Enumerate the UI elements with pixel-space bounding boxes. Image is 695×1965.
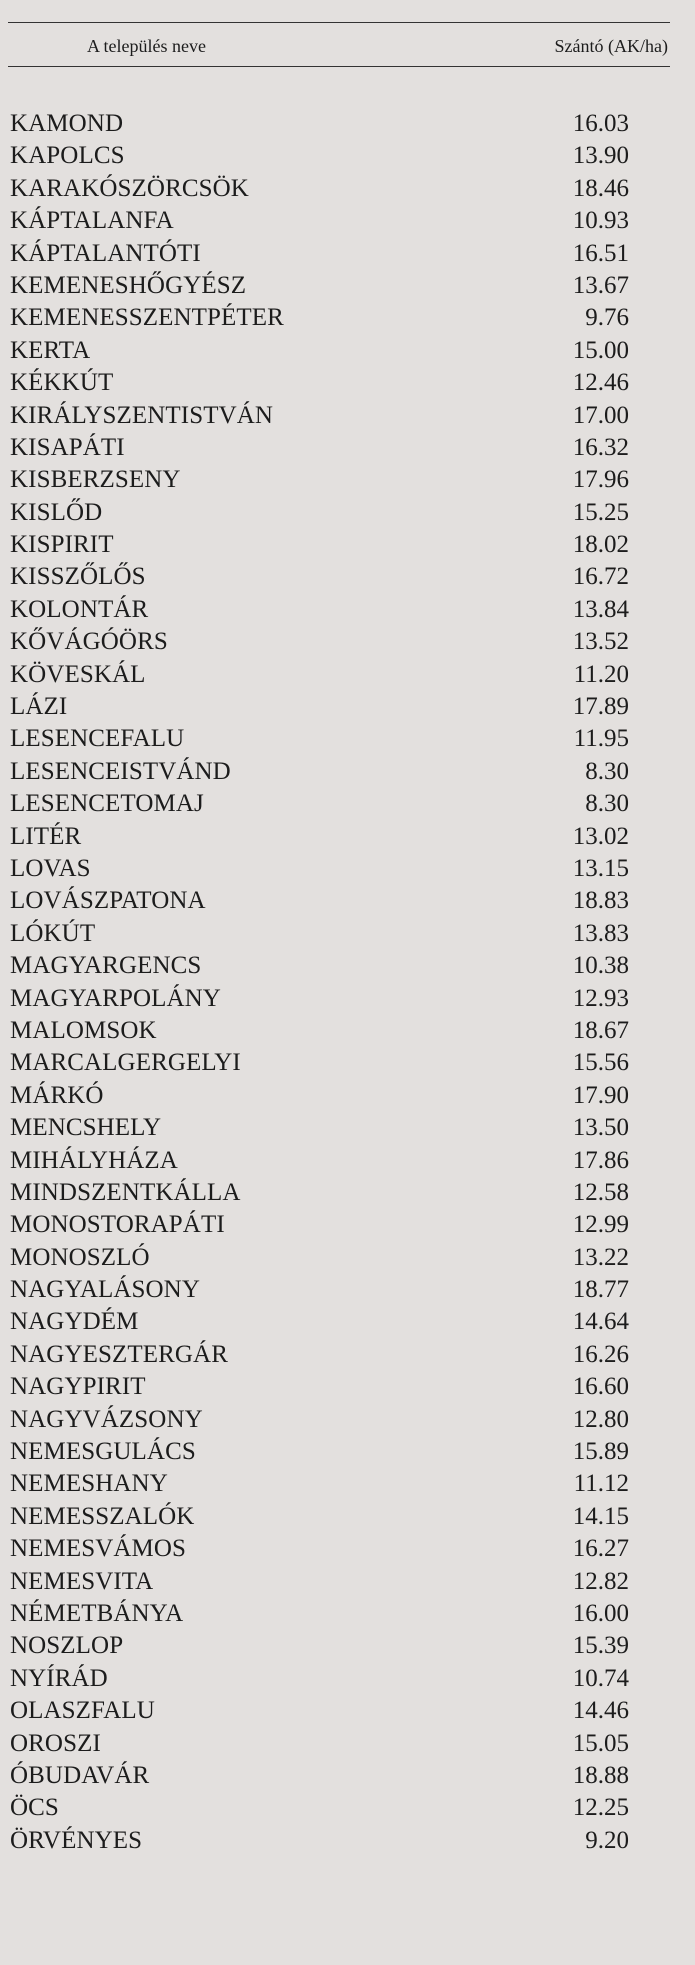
settlement-name: MONOSZLÓ xyxy=(10,1243,150,1271)
table-row xyxy=(0,335,695,367)
table-row xyxy=(0,1598,695,1630)
arable-value: 13.90 xyxy=(572,142,629,170)
table-row xyxy=(0,1825,695,1857)
arable-value: 16.27 xyxy=(572,1535,629,1563)
arable-value: 18.88 xyxy=(572,1761,629,1789)
settlement-name: LESENCEFALU xyxy=(10,725,185,753)
settlement-name: KÁPTALANTÓTI xyxy=(10,239,201,267)
settlement-name: KISSZŐLŐS xyxy=(10,563,146,591)
settlement-name: ÖCS xyxy=(10,1794,59,1822)
arable-value: 18.67 xyxy=(572,1016,629,1044)
table-row xyxy=(0,1242,695,1274)
arable-value: 18.77 xyxy=(572,1276,629,1304)
settlement-name: LÓKÚT xyxy=(10,919,96,947)
arable-value: 16.26 xyxy=(572,1340,629,1368)
top-rule xyxy=(8,22,670,23)
table-row xyxy=(0,1468,695,1500)
settlement-name: NEMESSZALÓK xyxy=(10,1502,195,1530)
table-row xyxy=(0,821,695,853)
arable-value: 11.95 xyxy=(573,725,629,753)
settlement-name: OLASZFALU xyxy=(10,1697,155,1725)
arable-value: 10.38 xyxy=(572,952,629,980)
table-row xyxy=(0,950,695,982)
arable-value: 10.74 xyxy=(572,1664,629,1692)
table-row xyxy=(0,1436,695,1468)
arable-value: 15.89 xyxy=(572,1438,629,1466)
arable-value: 15.05 xyxy=(572,1729,629,1757)
settlement-name: KAMOND xyxy=(10,110,124,137)
settlement-name: KIRÁLYSZENTISTVÁN xyxy=(10,401,274,429)
settlement-name: KISBERZSENY xyxy=(10,466,181,494)
table-row xyxy=(0,918,695,950)
table-row xyxy=(0,1015,695,1047)
table-row xyxy=(0,1145,695,1177)
table-row xyxy=(0,1371,695,1403)
column-header-name: A település neve xyxy=(87,36,206,56)
settlement-name: KEMENESHŐGYÉSZ xyxy=(10,271,247,299)
arable-value: 17.89 xyxy=(572,693,629,721)
table-row xyxy=(0,561,695,593)
settlement-name: LOVAS xyxy=(10,854,91,882)
table-row xyxy=(0,594,695,626)
table-row xyxy=(0,659,695,691)
arable-value: 11.12 xyxy=(573,1470,629,1498)
arable-value: 13.67 xyxy=(572,271,629,299)
arable-value: 16.03 xyxy=(572,110,629,137)
settlement-name: NOSZLOP xyxy=(10,1632,124,1660)
table-row xyxy=(0,238,695,270)
settlement-name: KŐVÁGÓÖRS xyxy=(10,628,168,656)
table-row xyxy=(0,1177,695,1209)
settlement-name: NEMESVÁMOS xyxy=(10,1535,187,1563)
table-row xyxy=(0,1501,695,1533)
settlement-name: NEMESGULÁCS xyxy=(10,1438,196,1466)
settlement-name: LESENCETOMAJ xyxy=(10,790,204,818)
settlement-name: NEMESVITA xyxy=(10,1567,154,1595)
arable-value: 15.39 xyxy=(572,1632,629,1660)
arable-value: 9.76 xyxy=(585,304,629,332)
table-row xyxy=(0,1728,695,1760)
settlement-name: MIHÁLYHÁZA xyxy=(10,1146,178,1174)
arable-value: 12.93 xyxy=(572,984,629,1012)
table-row xyxy=(0,626,695,658)
table-row xyxy=(0,1695,695,1727)
settlement-name: NYÍRÁD xyxy=(10,1664,108,1692)
arable-value: 16.72 xyxy=(572,563,629,591)
settlement-name: LESENCEISTVÁND xyxy=(10,757,231,785)
settlement-name: KOLONTÁR xyxy=(10,595,149,623)
settlement-name: NEMESHANY xyxy=(10,1470,168,1498)
table-row xyxy=(0,1760,695,1792)
settlement-name: MINDSZENTKÁLLA xyxy=(10,1178,241,1206)
table-row xyxy=(0,1112,695,1144)
settlement-name: NAGYESZTERGÁR xyxy=(10,1340,228,1368)
arable-value: 13.22 xyxy=(572,1243,629,1271)
arable-value: 14.15 xyxy=(572,1502,629,1530)
settlement-name: MENCSHELY xyxy=(10,1114,162,1142)
table-row xyxy=(0,432,695,464)
settlement-name: KÖVESKÁL xyxy=(10,660,146,688)
settlement-name: MARCALGERGELYI xyxy=(10,1049,241,1077)
settlement-name: NÉMETBÁNYA xyxy=(10,1599,184,1627)
table-row xyxy=(0,1566,695,1598)
table-row xyxy=(0,1047,695,1079)
arable-value: 16.60 xyxy=(572,1373,629,1401)
arable-value: 13.84 xyxy=(572,595,629,623)
arable-value: 11.20 xyxy=(573,660,629,688)
table-row xyxy=(0,1209,695,1241)
table-row xyxy=(0,723,695,755)
arable-value: 17.00 xyxy=(572,401,629,429)
settlement-name: ÖRVÉNYES xyxy=(10,1826,143,1854)
settlement-name: LOVÁSZPATONA xyxy=(10,887,206,915)
settlement-name: ÓBUDAVÁR xyxy=(10,1761,150,1789)
arable-value: 13.15 xyxy=(572,854,629,882)
table-row xyxy=(0,1533,695,1565)
table-row xyxy=(0,756,695,788)
table-row xyxy=(0,1080,695,1112)
settlement-name: MAGYARGENCS xyxy=(10,952,202,980)
settlement-name: KÁPTALANFA xyxy=(10,207,174,235)
arable-value: 14.64 xyxy=(572,1308,629,1336)
arable-value: 15.56 xyxy=(572,1049,629,1077)
table-row xyxy=(0,270,695,302)
table-row xyxy=(0,1792,695,1824)
settlement-name: KAPOLCS xyxy=(10,142,125,170)
table-row xyxy=(0,140,695,172)
arable-value: 9.20 xyxy=(585,1826,629,1854)
settlement-name: KARAKÓSZÖRCSÖK xyxy=(10,174,249,202)
table-row xyxy=(0,885,695,917)
arable-value: 12.99 xyxy=(572,1211,629,1239)
arable-value: 15.25 xyxy=(572,498,629,526)
table-row xyxy=(0,691,695,723)
table-row xyxy=(0,788,695,820)
table-row xyxy=(0,108,695,140)
arable-value: 16.32 xyxy=(572,433,629,461)
arable-value: 13.52 xyxy=(572,628,629,656)
table-row xyxy=(0,367,695,399)
table-row xyxy=(0,1663,695,1695)
arable-value: 12.80 xyxy=(572,1405,629,1433)
settlement-name: NAGYVÁZSONY xyxy=(10,1405,203,1433)
arable-value: 17.90 xyxy=(572,1081,629,1109)
settlement-name: MALOMSOK xyxy=(10,1016,157,1044)
settlement-name: NAGYPIRIT xyxy=(10,1373,146,1401)
arable-value: 10.93 xyxy=(572,207,629,235)
table-header xyxy=(0,36,695,60)
table-row xyxy=(0,497,695,529)
arable-value: 12.82 xyxy=(572,1567,629,1595)
arable-value: 16.00 xyxy=(572,1599,629,1627)
settlement-name: OROSZI xyxy=(10,1729,101,1757)
settlement-name: MÁRKÓ xyxy=(10,1081,104,1109)
table-row xyxy=(0,1306,695,1338)
arable-value: 18.02 xyxy=(572,531,629,559)
table-row xyxy=(0,205,695,237)
table-row xyxy=(0,529,695,561)
table-row xyxy=(0,302,695,334)
arable-value: 8.30 xyxy=(585,790,629,818)
table-row xyxy=(0,1339,695,1371)
arable-value: 13.50 xyxy=(572,1114,629,1142)
settlement-name: MAGYARPOLÁNY xyxy=(10,984,221,1012)
arable-value: 12.25 xyxy=(572,1794,629,1822)
arable-value: 18.83 xyxy=(572,887,629,915)
arable-value: 12.46 xyxy=(572,369,629,397)
table-row xyxy=(0,853,695,885)
table-row xyxy=(0,173,695,205)
arable-value: 13.83 xyxy=(572,919,629,947)
arable-value: 13.02 xyxy=(572,822,629,850)
arable-value: 17.96 xyxy=(572,466,629,494)
settlement-name: LÁZI xyxy=(10,693,68,721)
settlement-name: MONOSTORAPÁTI xyxy=(10,1211,225,1239)
arable-value: 12.58 xyxy=(572,1178,629,1206)
header-rule xyxy=(8,66,670,67)
arable-value: 14.46 xyxy=(572,1697,629,1725)
settlement-name: LITÉR xyxy=(10,822,82,850)
arable-value: 8.30 xyxy=(585,757,629,785)
table-row xyxy=(0,464,695,496)
column-header-value: Szántó (AK/ha) xyxy=(554,36,668,56)
settlement-name: KISAPÁTI xyxy=(10,433,125,461)
table-row xyxy=(0,400,695,432)
table-body xyxy=(0,108,695,1857)
table-row xyxy=(0,983,695,1015)
arable-value: 16.51 xyxy=(572,239,629,267)
settlement-name: NAGYDÉM xyxy=(10,1308,139,1336)
settlement-name: KISLŐD xyxy=(10,498,103,526)
settlement-name: KÉKKÚT xyxy=(10,369,114,397)
settlement-name: NAGYALÁSONY xyxy=(10,1276,200,1304)
arable-value: 15.00 xyxy=(572,336,629,364)
table-row xyxy=(0,1404,695,1436)
arable-value: 17.86 xyxy=(572,1146,629,1174)
settlement-name: KERTA xyxy=(10,336,91,364)
table-row xyxy=(0,1630,695,1662)
settlement-name: KEMENESSZENTPÉTER xyxy=(10,304,284,332)
arable-value: 18.46 xyxy=(572,174,629,202)
settlement-name: KISPIRIT xyxy=(10,531,114,559)
table-row xyxy=(0,1274,695,1306)
